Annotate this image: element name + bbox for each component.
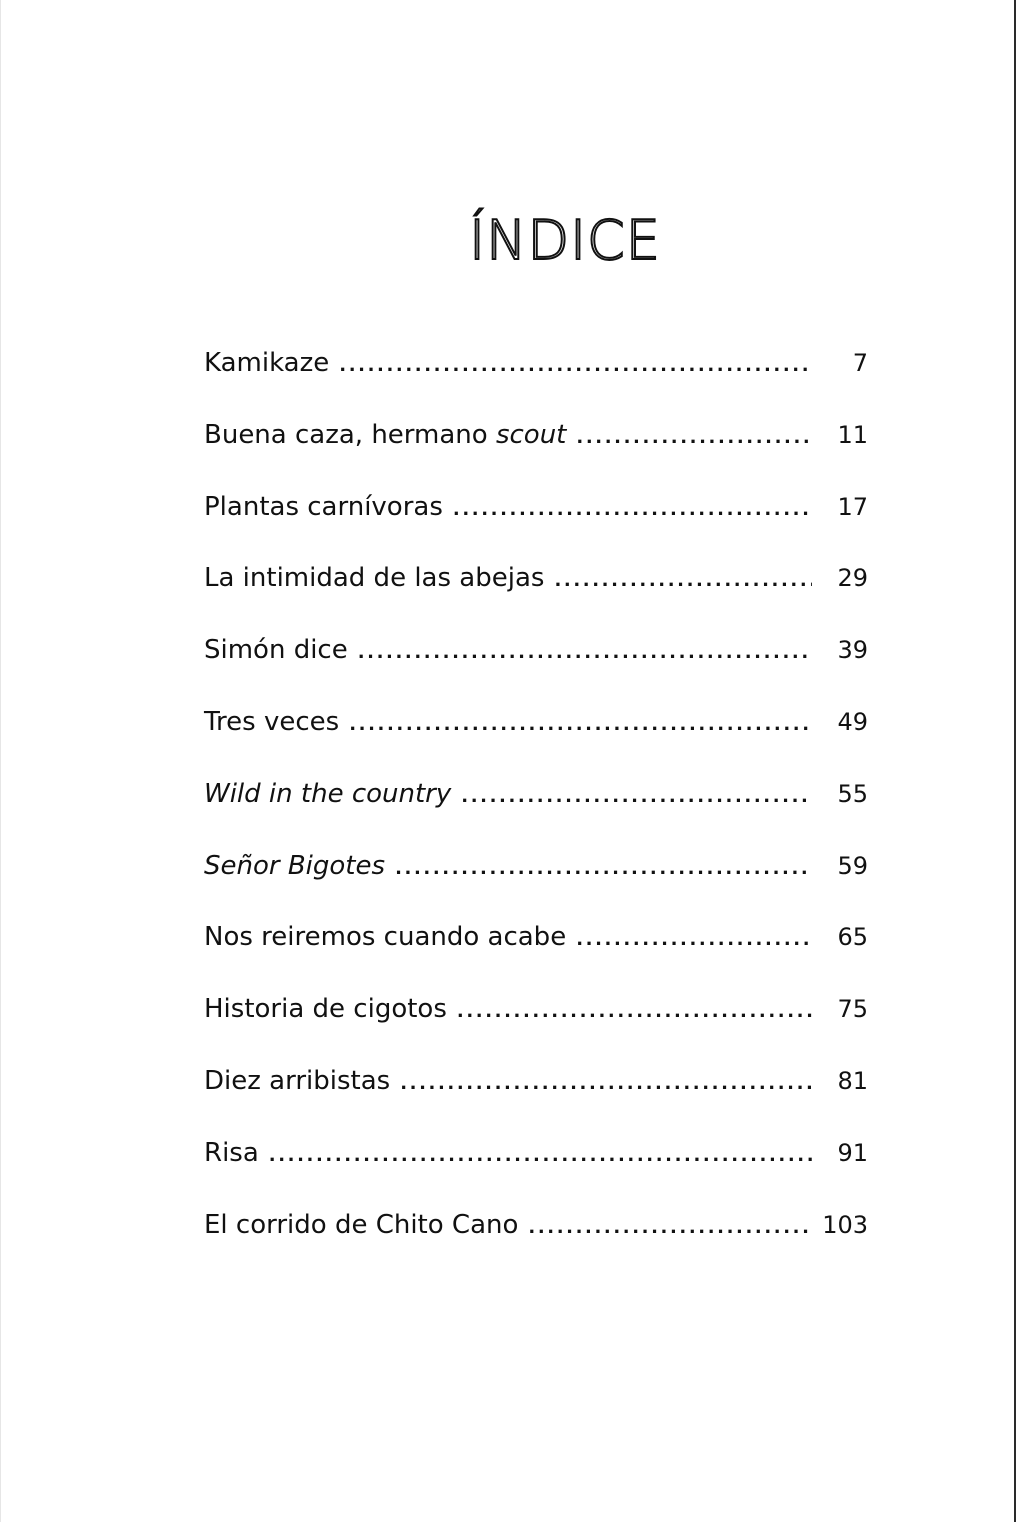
toc-entry-title-part: Kamikaze [204,348,330,378]
toc-entry-title [204,1137,259,1168]
toc-entry-title [204,491,443,522]
toc-entry-title [204,706,340,737]
toc-dot-leader [457,1003,812,1021]
toc-entry-page-number: 75 [837,995,868,1024]
toc-dot-leader [554,572,812,590]
toc-dot-leader [461,788,812,806]
toc-entry [204,1202,868,1274]
toc-entry-title [204,350,329,376]
toc-entry-page-number: 17 [837,492,868,521]
toc-entry [204,412,868,484]
toc-entry-page-number: 91 [837,1138,868,1167]
toc-entry-title [204,778,452,809]
toc-entry-page-number: 29 [837,564,868,593]
toc-entry-page-number: 103 [822,1210,868,1239]
toc-dot-leader [349,716,812,734]
toc-entry [204,555,868,627]
toc-entry [204,699,868,771]
toc-dot-leader [395,860,812,878]
toc-entry-title [204,850,386,881]
toc-entry-title-part: Nos reiremos cuando acabe [204,922,567,953]
toc-dot-leader [358,644,812,662]
toc-entry-title-part: Risa [204,1137,259,1168]
toc-entry-page-number: 7 [852,349,868,377]
toc-entry-page-number: 11 [837,420,868,449]
toc-entry [204,1058,868,1130]
toc-entry-title [204,419,567,450]
toc-entry [204,627,868,699]
toc-entry-page-number: 39 [837,636,868,665]
toc-entry [204,340,868,412]
toc-entry-title [204,1209,519,1240]
toc-dot-leader [528,1219,810,1237]
toc-dot-leader [453,501,812,519]
toc-entry [204,1130,868,1202]
toc-entry-title [204,994,447,1025]
toc-dot-leader [576,429,812,447]
page-title: ÍNDICE [469,209,661,273]
toc-entry [204,914,868,986]
toc-entry-title-part: Historia de cigotos [204,994,447,1025]
toc-entry-title-part: Wild in the country [204,778,452,809]
toc-dot-leader [269,1147,812,1165]
toc-entry-title [204,1065,391,1096]
toc-entry-title-part: Plantas carnívoras [204,491,443,522]
toc-entry-page-number: 65 [837,923,868,952]
table-of-contents [204,340,868,1273]
toc-entry [204,484,868,556]
toc-entry [204,843,868,915]
toc-entry-title [204,563,545,594]
toc-entry-title-part: Diez arribistas [204,1065,391,1096]
toc-entry-page-number: 59 [837,851,868,880]
toc-entry-title-part: El corrido de Chito Cano [204,1209,519,1240]
toc-entry-page-number: 81 [837,1066,868,1095]
toc-entry-title [204,635,348,666]
toc-entry-title-part: Tres veces [204,706,340,737]
toc-entry [204,986,868,1058]
toc-entry-title-part: Buena caza, hermano [204,419,496,450]
toc-entry-title-part: scout [495,419,567,450]
toc-dot-leader [339,357,812,375]
toc-entry-page-number: 55 [837,779,868,808]
toc-entry-title [204,922,567,953]
toc-dot-leader [576,931,812,949]
toc-entry-title-part: Simón dice [204,635,348,666]
toc-dot-leader [400,1075,812,1093]
toc-entry-page-number: 49 [837,707,868,736]
toc-entry-title-part: Señor Bigotes [204,850,386,881]
toc-entry [204,771,868,843]
toc-entry-title-part: La intimidad de las abejas [204,563,545,594]
